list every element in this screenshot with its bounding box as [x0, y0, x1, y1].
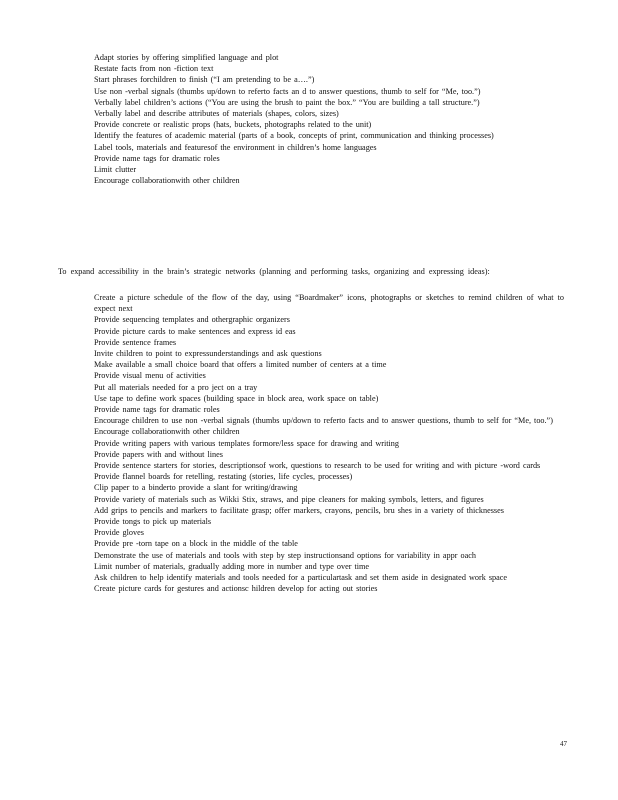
list-item-text: Create a picture schedule of the flow of the day, using “Boardmaker” icons, photographs or sketches to remind children of what to expect next: [94, 293, 564, 314]
list-item-text: Provide gloves: [94, 528, 144, 538]
list-item: [78, 292, 564, 314]
list-item-text: Identify the features of academic material (parts of a book, concepts of print, communication and thinking processes): [94, 131, 494, 141]
strategy-list-recognition: [78, 52, 564, 186]
list-item: [78, 393, 564, 404]
list-item-text: Provide variety of materials such as Wikki Stix, straws, and pipe cleaners for making symbols, letters, and figures: [94, 494, 484, 504]
list-item: [78, 164, 564, 175]
list-item: [78, 516, 564, 527]
list-item: [78, 415, 564, 426]
list-item-text: Provide picture cards to make sentences and express id eas: [94, 326, 296, 336]
list-item-text: Clip paper to a binderto provide a slant for writing/drawing: [94, 483, 298, 493]
list-item-text: Provide concrete or realistic props (hats, buckets, photographs related to the unit): [94, 120, 372, 130]
list-item: [78, 63, 564, 74]
list-item: [78, 142, 564, 153]
list-item: [78, 108, 564, 119]
list-item: [78, 538, 564, 549]
list-item: [78, 494, 564, 505]
list-item: [78, 314, 564, 325]
list-item-text: Put all materials needed for a pro ject on a tray: [94, 382, 258, 392]
list-item-text: Verbally label children’s actions (“You are using the brush to paint the box.” “You are building a tall structure.”): [94, 97, 480, 107]
list-item-text: Verbally label and describe attributes of materials (shapes, colors, sizes): [94, 109, 339, 119]
list-item-text: Use non -verbal signals (thumbs up/down to referto facts an d to answer questions, thumb to self for “Me, too.”): [94, 86, 481, 96]
list-item-text: Start phrases forchildren to finish (“I am pretending to be a….”): [94, 75, 315, 85]
list-item: [78, 326, 564, 337]
list-item-text: Provide sentence frames: [94, 337, 177, 347]
list-item: [78, 460, 564, 471]
list-item-text: Label tools, materials and featuresof the environment in children’s home languages: [94, 142, 377, 152]
list-item: [78, 175, 564, 186]
list-item-text: Provide writing papers with various templates formore/less space for drawing and writing: [94, 438, 399, 448]
list-item: [78, 74, 564, 85]
list-item: [78, 449, 564, 460]
list-item: [78, 527, 564, 538]
list-item: [78, 130, 564, 141]
list-item-text: Provide flannel boards for retelling, restating (stories, life cycles, processes): [94, 472, 353, 482]
list-item-text: Encourage collaborationwith other children: [94, 427, 240, 437]
list-item: [78, 337, 564, 348]
list-item: [78, 471, 564, 482]
list-item-text: Limit number of materials, gradually adding more in number and type over time: [94, 561, 370, 571]
list-item: [78, 561, 564, 572]
list-item: [78, 482, 564, 493]
list-item: [78, 153, 564, 164]
list-item-text: Invite children to point to expressunderstandings and ask questions: [94, 349, 322, 359]
list-item-text: Provide sequencing templates and othergraphic organizers: [94, 315, 290, 325]
list-item-text: Demonstrate the use of materials and tools with step by step instructionsand options for variability in appr oach: [94, 550, 476, 560]
list-item-text: Use tape to define work spaces (building space in block area, work space on table): [94, 393, 379, 403]
list-item: [78, 404, 564, 415]
list-item-text: Provide name tags for dramatic roles: [94, 405, 220, 415]
list-item-text: Provide name tags for dramatic roles: [94, 153, 220, 163]
list-item-text: Encourage children to use non -verbal signals (thumbs up/down to referto facts and to answer questions, thumb to self for “Me, too.”): [94, 416, 553, 426]
page-number: 47: [560, 740, 567, 748]
list-item-text: Encourage collaborationwith other children: [94, 176, 240, 186]
list-item: [78, 370, 564, 381]
list-item-text: Create picture cards for gestures and actionsc hildren develop for acting out stories: [94, 584, 378, 594]
list-item-text: Restate facts from non -fiction text: [94, 64, 214, 74]
list-item: [78, 97, 564, 108]
list-item: [78, 52, 564, 63]
list-item-text: Make available a small choice board that offers a limited number of centers at a time: [94, 360, 387, 370]
list-item-text: Ask children to help identify materials and tools needed for a particulartask and set them aside in designated work space: [94, 573, 508, 583]
list-item: [78, 438, 564, 449]
list-item: [78, 348, 564, 359]
strategy-list-strategic: [78, 292, 564, 594]
list-item: [78, 382, 564, 393]
list-item-text: Provide papers with and without lines: [94, 449, 223, 459]
list-item-text: Provide tongs to pick up materials: [94, 517, 212, 527]
list-item-text: Provide pre -torn tape on a block in the middle of the table: [94, 539, 298, 549]
list-item: [78, 359, 564, 370]
list-item: [78, 583, 564, 594]
list-item-text: Limit clutter: [94, 165, 137, 175]
list-item: [78, 119, 564, 130]
section-intro-paragraph: To expand accessibility in the brain’s strategic networks (planning and performing tasks, organizing and expressing ideas):: [58, 267, 490, 276]
list-item: [78, 86, 564, 97]
list-item: [78, 426, 564, 437]
list-item-text: Provide visual menu of activities: [94, 371, 206, 381]
list-item-text: Add grips to pencils and markers to facilitate grasp; offer markers, crayons, pencils, bru shes in a variety of thicknesses: [94, 505, 504, 515]
list-item-text: Provide sentence starters for stories, descriptionsof work, questions to research to be used for writing and with picture -word cards: [94, 461, 541, 471]
list-item-text: Adapt stories by offering simplified language and plot: [94, 53, 279, 62]
list-item: [78, 572, 564, 583]
list-item: [78, 550, 564, 561]
list-item: [78, 505, 564, 516]
